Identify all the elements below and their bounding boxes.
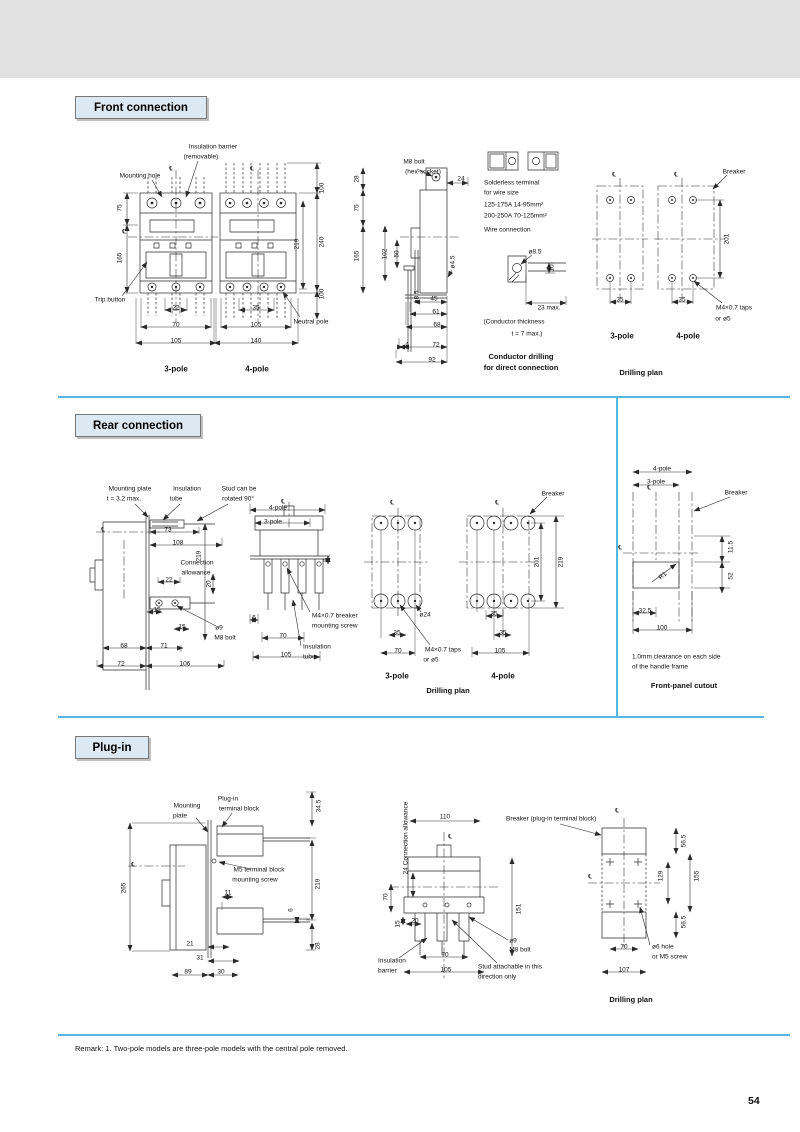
caption-label: Front-panel cutout [650,680,718,690]
dim-label: ℄ [448,834,452,841]
caption-label: for direct connection [483,362,559,372]
dim-label: 75 [353,204,361,212]
dim-label: 50 [393,250,401,258]
annotation-label: 23 max. [537,304,561,312]
annotation-label: 4-pole [652,465,672,473]
annotation-label: 125-175A 14-95mm² [484,201,544,209]
dim-label: 28 [353,175,361,183]
section-title-front-connection [75,96,207,119]
annotation-label: terminal block [218,805,260,813]
dim-label: 34.5 [315,799,323,813]
caption-label: Drilling plan [426,685,470,695]
dim-label: 22 [165,576,173,584]
dim-label: 100 [656,624,668,632]
annotation-label: plate [172,812,188,820]
remark-text: Remark: 1. Two-pole models are three-pole models with the central pole removed. [75,1044,348,1053]
caption-label: 4-pole [491,671,515,681]
dim-label: 107 [618,966,630,974]
dim-label: 35 [393,629,401,637]
dim-label: 219 [557,556,565,568]
dim-label: R1 [657,570,669,582]
dim-label: 105 [280,651,292,659]
annotation-label: of the handle frame [632,663,689,671]
annotation-label: direction only [478,973,517,981]
dim-label: 70 [279,632,287,640]
dim-label: ℄ [281,499,285,506]
dim-label: 21 [186,940,194,948]
dim-label: ø8.5 [413,290,421,304]
annotation-label: Mounting hole [119,172,161,180]
dim-label: 92 [428,356,436,364]
dim-label: ℄ [588,874,592,881]
dim-label: 72 [117,660,125,668]
annotation-label: M4×0.7 taps [425,646,461,654]
annotation-label: Plug-in [217,795,239,803]
annotation-label: 4-pole [268,504,288,512]
annotation-label: M8 bolt [403,158,425,166]
dim-label: ℄ [101,527,105,534]
annotation-label: t = 3.2 max. [106,495,142,503]
dim-label: ℄ [618,545,622,552]
dim-label: 11.5 [727,540,735,554]
dim-label: 24 [457,175,465,183]
annotation-label: ø6 hole [652,943,674,951]
dim-label: 56.5 [680,915,688,929]
annotation-label: Insulation [173,485,201,493]
dim-label: ℄ [131,862,135,869]
dim-label: ø24 [419,611,431,619]
annotation-label: (removable) [183,153,219,161]
dim-label: 70 [620,943,628,951]
dim-label: 165 [116,252,124,264]
dim-label: 70 [394,647,402,655]
caption-label: 3-pole [164,364,188,374]
annotation-label: Stud can be [221,485,257,493]
dim-label: 35 [616,296,624,304]
annotation-label: M4×0.7 taps [716,304,752,312]
dim-label: 45 [430,295,438,303]
caption-label: 4-pole [245,364,269,374]
dim-label: 8 [322,558,330,562]
dim-label: 140 [250,337,262,345]
dim-label: 106 [179,660,191,668]
dim-label: 105 [494,647,506,655]
dim-label: 31 [196,954,204,962]
annotation-label: 3-pole [263,518,283,526]
dim-label: 4 [405,341,409,349]
annotation-label: or ø5 [423,656,439,664]
dim-label: 10 [548,264,556,272]
dim-label: ℄ [612,172,616,179]
section-title-plug-in [75,736,149,759]
page-number: 54 [748,1095,760,1107]
dim-label: 72 [432,341,440,349]
annotation-label: M8 bolt [214,634,236,642]
annotation-label: 3-pole [646,478,666,486]
annotation-label: or M5 screw [652,953,688,961]
dim-label: 20 [411,917,419,925]
dim-label: 35 [499,629,507,637]
annotation-label: for wire size [484,189,519,197]
dim-label: 35 [490,610,498,618]
dim-label: 75 [116,204,124,212]
annotation-label: Mounting [173,802,201,810]
dim-label: 102 [381,248,389,260]
annotation-label: 24 Connection allowance [402,801,410,875]
dim-label: 70 [441,951,449,959]
dim-label: 28 [314,942,322,950]
dim-label: 105 [440,966,452,974]
dim-label: 70 [172,321,180,329]
dim-label: ℄ [169,166,173,173]
annotation-label: Insulation [303,643,331,651]
dim-label: 32.5 [638,607,652,615]
dim-label: 219 [314,878,322,890]
dim-label: 100 [318,182,326,194]
dim-label: 89 [184,968,192,976]
dim-label: 15 [153,606,161,614]
dim-label: ø8.5 [528,248,542,256]
dim-label: 35 [252,304,260,312]
annotation-label: mounting screw [232,876,278,884]
caption-label: Drilling plan [619,367,663,377]
annotation-label: t = 7 max.) [511,330,543,338]
section-title-label: Plug-in [92,741,132,754]
annotation-label: Breaker [724,489,748,497]
annotation-label: Trip button [94,296,126,304]
dim-label: 219 [293,238,301,250]
annotation-label: or ø5 [715,315,731,323]
caption-label: 3-pole [385,671,409,681]
annotation-label: allowance [181,569,211,577]
annotation-label: Wire connection [484,226,531,234]
annotation-label: mounting screw [312,622,358,630]
annotation-label: (Conductor thickness [483,318,545,326]
dim-label: 61 [432,308,440,316]
caption-label: 3-pole [610,331,634,341]
section-title-label: Front connection [94,101,188,114]
annotation-label: Neutral pole [293,318,329,326]
dim-label: 20 [205,580,213,588]
dim-label: 68 [433,321,441,329]
dim-label: 70 [382,893,390,901]
annotation-label: Connection [180,559,214,567]
dim-label: ø9 [509,937,517,945]
dim-label: 22 [172,304,180,312]
dim-label: 240 [318,236,326,248]
annotation-label: tube [169,495,183,503]
dim-label: 35 [678,296,686,304]
dim-label: ℄ [647,485,651,492]
rear-connection-drawing [90,472,730,690]
dim-label: 110 [439,813,451,821]
dim-label: 265 [120,882,128,894]
dim-label: 6 [252,614,256,622]
dim-label: ℄ [495,500,499,507]
section-title-label: Rear connection [92,419,184,432]
dim-label: 15 [394,920,402,928]
annotation-label: Breaker [722,168,746,176]
dim-label: ℄ [250,166,254,173]
dim-label: ℄ [390,500,394,507]
annotation-label: Solderless terminal [484,179,540,187]
dim-label: 30 [217,968,225,976]
section-title-rear-connection [75,414,201,437]
dim-label: 129 [657,870,665,882]
dim-label: 155 [693,870,701,882]
annotation-label: 200-250A 70-125mm² [484,212,547,220]
annotation-label: M4×0.7 breaker [312,612,358,620]
annotation-label: M8 bolt [509,946,531,954]
dim-label: 151 [515,903,523,915]
dim-label: 201 [533,556,541,568]
dim-label: ℄ [674,172,678,179]
annotation-label: Breaker (plug-in terminal block) [506,815,597,823]
caption-label: Conductor drilling [488,351,554,361]
dim-label: 56.5 [680,834,688,848]
annotation-label: (hex-socket) [405,168,441,176]
dim-label: 68 [120,642,128,650]
dim-label: 219 [195,550,203,562]
dim-label: 201 [723,233,731,245]
annotation-label: tube [303,653,316,661]
annotation-label: Insulation [378,957,406,965]
annotation-label: Mounting plate [108,485,152,493]
dim-label: 52 [727,572,735,580]
dim-label: ℄ [122,229,126,236]
dim-label: 108 [172,539,184,547]
annotation-label: M5 terminal block [233,866,285,874]
dim-label: 105 [170,337,182,345]
dim-label: 11 [224,889,232,897]
annotation-label: rotated 90° [222,495,254,503]
dim-label: ø9 [215,624,223,632]
dim-label: ℄ [615,808,619,815]
annotation-label: Insulation barrier [188,143,238,151]
dim-label: 71 [160,642,168,650]
dim-label: 105 [250,321,262,329]
caption-label: Drilling plan [609,994,653,1004]
annotation-label: Stud attachable in this [478,963,542,971]
dim-label: 6 [287,908,295,912]
plug-in-drawing [128,792,690,980]
annotation-label: 1.0mm clearance on each side [632,653,721,661]
annotation-label: barrier [378,967,397,975]
annotation-label: Breaker [541,490,565,498]
dim-label: ø4.5 [449,255,457,269]
dim-label: 73 [164,526,172,534]
dim-label: 15 [178,623,186,631]
dim-label: 165 [353,250,361,262]
dim-label: 100 [318,288,326,300]
caption-label: 4-pole [676,331,700,341]
